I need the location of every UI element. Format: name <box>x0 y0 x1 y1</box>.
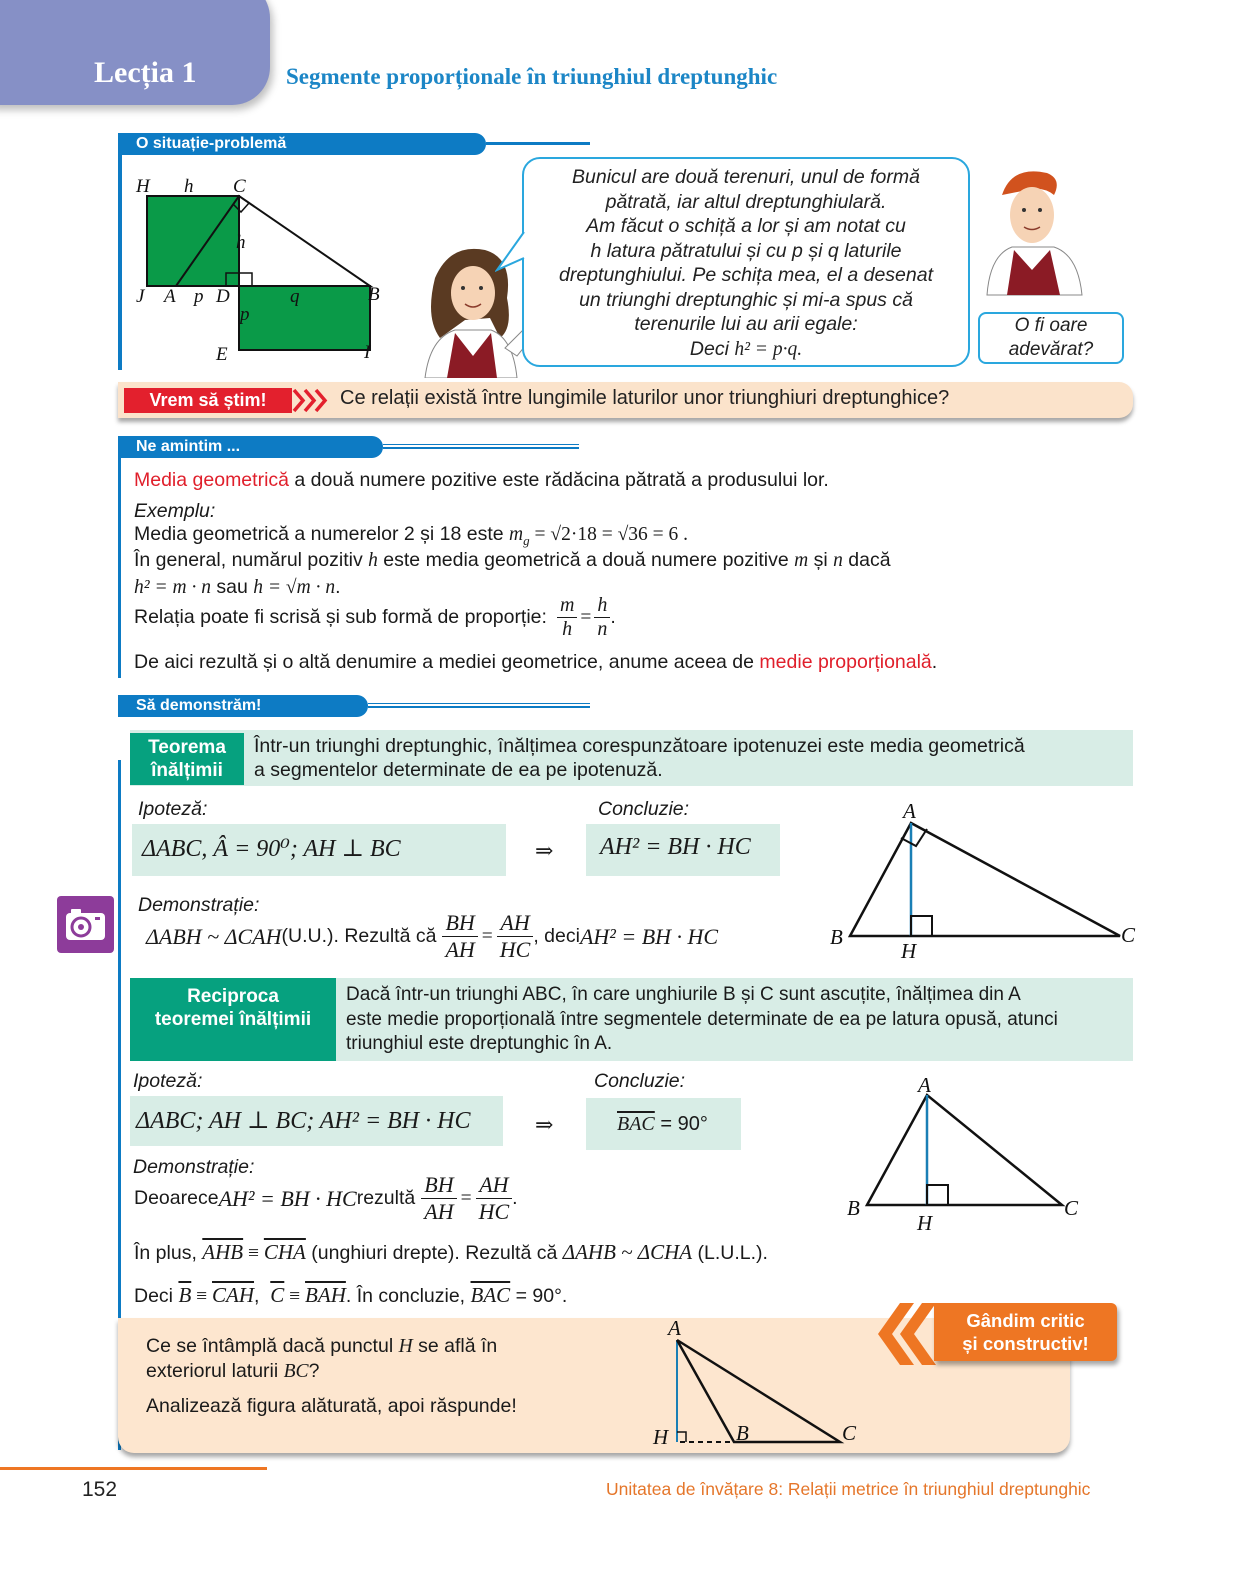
numerator: BH <box>421 1172 456 1199</box>
hypothesis-label: Ipoteză: <box>133 1070 203 1092</box>
example-text: Media geometrică a numerelor 2 și 18 este <box>134 523 510 545</box>
denominator: HC <box>499 937 531 962</box>
alt-name-line <box>134 651 937 674</box>
proof-text: Deoarece <box>134 1187 219 1209</box>
question-text: se află în <box>412 1335 498 1357</box>
question-text: Ce se întâmplă dacă punctul <box>146 1335 399 1357</box>
boy-speech-bubble <box>978 312 1124 364</box>
vertex-label-B: B <box>847 1196 860 1220</box>
definition-line <box>134 469 829 492</box>
fig-label-p: p <box>194 286 204 307</box>
bubble-line: un triunghi dreptunghic și mi-a spus că <box>579 288 913 311</box>
vrem-question: Ce relații există între lungimile laturilor unor triunghiuri dreptunghice? <box>340 387 950 409</box>
footer-line <box>0 1467 267 1470</box>
numerator: AH <box>476 1172 513 1199</box>
var-m: m <box>794 550 809 571</box>
angle-value: = 90° <box>654 1113 708 1135</box>
fig-label-C: C <box>233 176 246 197</box>
statement-line: Dacă într-un triunghi ABC, în care unghiurile B și C sunt ascuțite, înălțimea din A <box>346 984 1021 1005</box>
numerator: h <box>594 594 610 618</box>
section-header-situation: O situație-problemă <box>118 133 486 155</box>
var-n: n <box>833 550 843 571</box>
camera-icon[interactable] <box>57 896 114 953</box>
numerator: AH <box>497 910 534 937</box>
triangle-abc <box>677 1340 840 1442</box>
vrem-tag: Vrem să știm! <box>124 388 292 413</box>
proof-text: rezultă <box>356 1187 416 1209</box>
statement-line: triunghiul este dreptunghic în A. <box>346 1033 613 1054</box>
mg-subscript: g <box>523 532 530 548</box>
vertex-label-H: H <box>653 1425 669 1448</box>
conclusion-label: Concluzie: <box>598 798 690 820</box>
equation-line: h² = m · n sau h = √m · n. <box>134 576 341 598</box>
proof-text: . În concluzie, <box>345 1285 471 1307</box>
converse-label-line: teoremei înălțimii <box>154 1009 312 1030</box>
vertex-label-A: A <box>903 799 916 823</box>
section-header-line <box>486 142 590 145</box>
lesson-label: Lecția 1 <box>94 56 197 89</box>
proof-line: ΔABH ~ ΔCAH (U.U.). Rezultă că $\frac{BH}{AH}$ = $\frac{AH}{HC}$ , deci AH² = BH · HC <box>146 910 719 962</box>
unit-title: Unitatea de învățare 8: Relații metrice în triunghiul dreptunghic <box>606 1479 1091 1499</box>
bubble-line: h latura pătratului și cu p și q laturile <box>590 239 902 262</box>
fraction-ah-hc <box>476 1172 513 1225</box>
fig-label-h2: h <box>236 232 246 253</box>
vertex-label-H: H <box>917 1211 933 1235</box>
vertex-label-C: C <box>1121 923 1136 947</box>
theorem-label-line: Teorema <box>148 737 226 758</box>
fraction-h-n <box>594 594 610 641</box>
proof-formula: AH² = BH · HC <box>218 1185 357 1211</box>
bubble-line: adevărat? <box>1008 339 1094 360</box>
proof-text: , deci <box>533 925 580 947</box>
fig-label-A: A <box>164 286 176 307</box>
conclusion-formula <box>617 1113 708 1136</box>
chevrons-icon <box>292 388 332 413</box>
fig-label-H: H <box>136 176 150 197</box>
question-text: ? <box>308 1360 320 1382</box>
general-text: și <box>808 549 834 571</box>
fig-label-J: J <box>136 286 145 307</box>
bubble-line: Bunicul are două terenuri, unul de formă <box>572 166 920 188</box>
conclusion-formula: AH² = BH · HC <box>600 834 751 860</box>
fig-label-I: I <box>364 342 371 363</box>
question-line <box>146 1359 517 1384</box>
converse-statement <box>346 983 1058 1057</box>
implies-arrow: ⇒ <box>535 1112 554 1137</box>
triangle-abc <box>850 823 1120 936</box>
general-text: este media geometrică a două numere pozitive <box>377 549 795 571</box>
section-vertical-rule <box>118 458 121 678</box>
fraction-bh-ah <box>421 1172 456 1225</box>
converse-triangle-figure <box>840 1075 1100 1240</box>
denominator: AH <box>445 937 475 962</box>
period: . <box>931 651 938 673</box>
general-text: dacă <box>842 549 891 571</box>
bubble-line: pătrată, iar altul dreptunghiulară. <box>605 190 887 213</box>
eq-h-sqrt: h = √m · n <box>253 577 336 598</box>
vertex-label-C: C <box>1064 1196 1079 1220</box>
bubble-formula <box>524 337 968 363</box>
square-field <box>147 196 239 286</box>
fig-label-p2: p <box>240 304 250 325</box>
proof-text: (L.U.L.). <box>692 1242 768 1264</box>
angle-b: $\overline{B}$ <box>178 1283 192 1307</box>
proof-label: Demonstrație: <box>133 1156 255 1178</box>
rectangle-field <box>239 286 370 350</box>
section-header-line <box>383 444 579 449</box>
angle-bah: $\overline{BAH}$ <box>305 1283 346 1307</box>
conclusion-label: Concluzie: <box>594 1070 686 1092</box>
implies-arrow: ⇒ <box>535 838 554 863</box>
eq-sau: sau <box>210 576 254 598</box>
angle-bac: $\overline{BAC}$ <box>470 1283 511 1307</box>
example-label: Exemplu: <box>134 500 216 522</box>
statement-line: Într-un triunghi dreptunghic, înălțimea corespunzătoare ipotenuzei este media geometrică <box>254 735 1025 757</box>
congruent-sign: ≡ <box>243 1243 264 1264</box>
page-number: 152 <box>82 1478 118 1501</box>
statement-line: a segmentelor determinate de ea pe ipotenuză. <box>254 759 663 781</box>
fig-label-E: E <box>216 344 228 365</box>
denominator: HC <box>478 1199 510 1224</box>
vertex-label-B: B <box>736 1421 749 1445</box>
section-header-demonstrate: Să demonstrăm! <box>118 695 368 717</box>
numerator: BH <box>442 910 477 937</box>
vertex-label-H: H <box>901 939 917 963</box>
hypothesis-formula: ΔABC; AH ⊥ BC; AH² = BH · HC <box>136 1108 471 1134</box>
fraction-bh-ah <box>442 910 477 963</box>
bubble-line: O fi oare <box>1014 315 1088 336</box>
question-text: exteriorul laturii <box>146 1360 284 1382</box>
lesson-title: Segmente proporționale în triunghiul dreptunghic <box>286 64 778 89</box>
bubble-line: dreptunghiului. Pe schița mea, el a desenat <box>559 264 933 286</box>
section-header-remember: Ne amintim ... <box>118 436 383 458</box>
fig-label-h: h <box>184 176 194 197</box>
theorem-label-line: înălțimii <box>151 760 223 781</box>
var-BC: BC <box>283 1361 309 1382</box>
angle-ahb: $\overline{AHB}$ <box>202 1240 244 1264</box>
angle-bac: $\overline{BAC}$ <box>617 1113 655 1135</box>
critical-thinking-tag <box>934 1303 1117 1361</box>
similarity: ΔAHB ~ ΔCHA <box>562 1240 693 1264</box>
vertex-label-C: C <box>842 1421 857 1445</box>
proportion-line: Relația poate fi scrisă și sub formă de proporție: $\frac{m}{h}$ = $\frac{h}{n}$ . <box>134 594 616 640</box>
general-line <box>134 549 891 572</box>
denominator: n <box>597 618 608 640</box>
converse-label-line: Reciproca <box>187 986 279 1007</box>
proof-line-1: Deoarece AH² = BH · HC rezultă $\frac{BH}{AH}$ = $\frac{AH}{HC}$ . <box>134 1172 518 1224</box>
angle-c: $\overline{C}$ <box>270 1283 285 1307</box>
term-media-geometrica: Media geometrică <box>134 469 289 491</box>
tag-line: Gândim critic <box>966 1310 1085 1331</box>
theorem-statement <box>254 734 1025 782</box>
proof-result: AH² = BH · HC <box>579 923 719 949</box>
definition-text: a două numere pozitive este rădăcina pătrată a produsului lor. <box>289 469 829 491</box>
instruction-line: Analizează figura alăturată, apoi răspunde! <box>146 1395 517 1417</box>
triangle-abc <box>867 1095 1062 1205</box>
var-H: H <box>398 1336 413 1357</box>
similarity: ΔABH ~ ΔCAH <box>146 923 282 949</box>
formula-prefix: Deci <box>689 337 735 360</box>
term-medie-proportionala: medie proporțională <box>759 651 932 673</box>
general-text: În general, numărul pozitiv <box>134 549 369 571</box>
proof-text: Deci <box>134 1285 179 1307</box>
vertex-label-A: A <box>918 1075 931 1097</box>
converse-label <box>130 978 336 1061</box>
proof-label: Demonstrație: <box>138 894 260 916</box>
angle-cha: $\overline{CHA}$ <box>263 1240 306 1264</box>
vertex-label-B: B <box>830 925 843 949</box>
denominator: h <box>562 618 573 640</box>
theorem-triangle-figure <box>825 798 1140 968</box>
problem-figure <box>130 172 390 368</box>
statement-line: este medie proporțională între segmentele determinate de ea pe latura opusă, atunci <box>346 1008 1058 1030</box>
fig-label-q: q <box>290 286 300 307</box>
theorem-label <box>130 733 244 785</box>
boy-illustration <box>982 165 1087 305</box>
mg-symbol: m <box>509 524 524 545</box>
denominator: AH <box>424 1199 454 1224</box>
proof-text: În plus, <box>134 1242 203 1264</box>
proof-text: = 90°. <box>510 1285 568 1307</box>
example-line <box>134 523 688 549</box>
fig-label-B: B <box>368 284 380 305</box>
tag-line: și constructiv! <box>962 1333 1089 1354</box>
obtuse-triangle-figure <box>650 1318 870 1448</box>
proof-line-2 <box>134 1240 768 1265</box>
eq-h2-mn: h² = m · n <box>134 577 211 598</box>
bubble-line: terenurile lui au arii egale: <box>634 313 858 335</box>
vertex-label-A: A <box>668 1318 681 1340</box>
question-line <box>146 1334 517 1359</box>
bubble-pointer <box>495 230 525 280</box>
angle-cah: $\overline{CAH}$ <box>212 1283 255 1307</box>
var-h: h <box>368 550 378 571</box>
fig-label-D: D <box>216 286 230 307</box>
fraction-ah-hc <box>497 910 534 963</box>
proof-text: (U.U.). Rezultă că <box>281 925 437 947</box>
section-header-line <box>368 703 590 708</box>
fraction-m-h <box>557 594 577 641</box>
bubble-line: Am făcut o schiță a lor și am notat cu <box>586 215 906 237</box>
alt-name-text: De aici rezultă și o altă denumire a mediei geometrice, anume aceea de <box>134 651 760 673</box>
girl-speech-bubble <box>522 157 970 367</box>
proof-text: (unghiuri drepte). Rezultă că <box>305 1242 563 1264</box>
example-formula: = √2·18 = √36 = 6 . <box>529 524 689 545</box>
orange-chevrons-icon <box>878 1303 938 1365</box>
hypothesis-label: Ipoteză: <box>138 798 208 820</box>
proportion-text: Relația poate fi scrisă și sub formă de proporție: <box>134 606 547 628</box>
formula-h2-pq: h² = p·q. <box>734 338 803 360</box>
section-vertical-rule <box>118 155 122 370</box>
critical-question <box>146 1334 517 1419</box>
proof-line-3: Deci $\overline{B} \equiv \overline{CAH}$, $\overline{C} \equiv \overline{BAH}$. În concluzie, $\overline{BAC} = 90^\circ$. <box>134 1283 568 1307</box>
hypothesis-formula: ΔABC, Â = 90⁰; AH ⊥ BC <box>142 836 401 862</box>
numerator: m <box>557 594 577 618</box>
